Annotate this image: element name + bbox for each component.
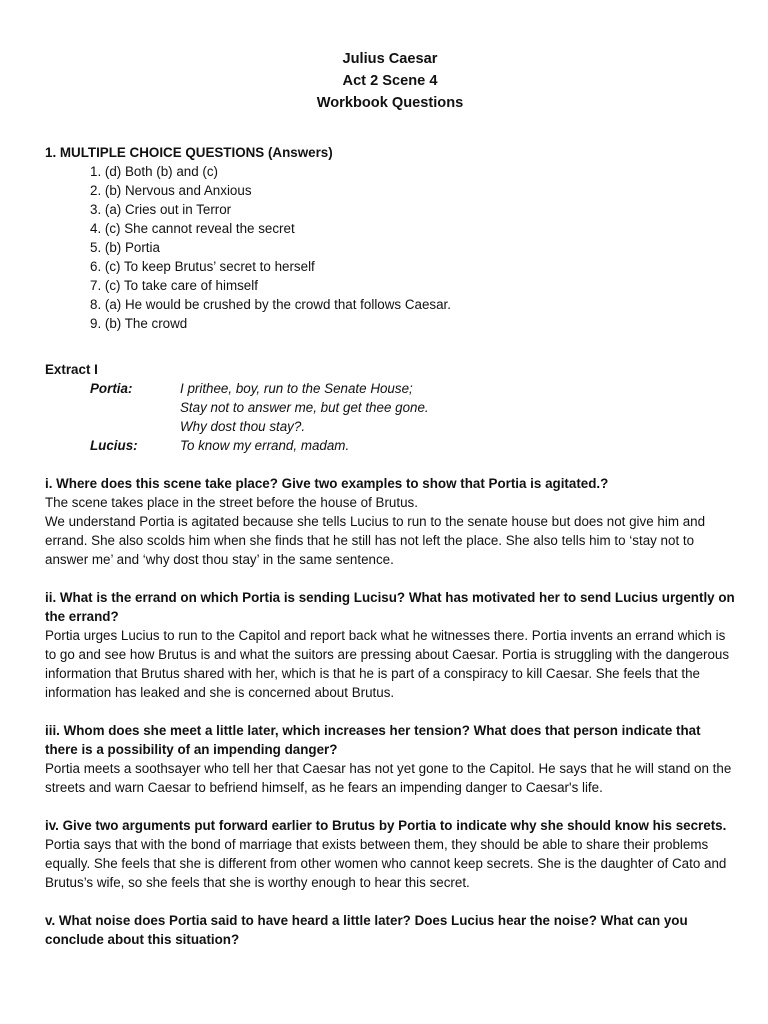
mcq-answer-list: [45, 162, 735, 333]
answer-paragraph: The scene takes place in the street before the house of Brutus.: [45, 495, 418, 510]
question-block: [45, 816, 735, 892]
title-line-3: Workbook Questions: [316, 95, 464, 111]
extract-line: [45, 436, 735, 455]
extract-text: Stay not to answer me, but get thee gone.: [180, 400, 429, 415]
extract-line: [45, 398, 735, 417]
extract-heading: Extract I: [45, 362, 98, 377]
title-line-2: Act 2 Scene 4: [342, 73, 438, 89]
mcq-answer: 5. (b) Portia: [90, 240, 160, 255]
mcq-answer: 8. (a) He would be crushed by the crowd that follows Caesar.: [90, 297, 451, 312]
mcq-answer: 3. (a) Cries out in Terror: [90, 202, 232, 217]
question-text: iv. Give two arguments put forward earlier to Brutus by Portia to indicate why she should know his secrets.: [45, 818, 727, 833]
speaker-name: Lucius:: [90, 438, 138, 453]
extract-line: [45, 379, 735, 398]
mcq-answer: 6. (c) To keep Brutus’ secret to herself: [90, 259, 315, 274]
question-block: [45, 474, 735, 569]
question-text: v. What noise does Portia said to have heard a little later? Does Lucius hear the noise? What can you conclude about this situation?: [45, 913, 688, 947]
speaker-name: [45, 398, 180, 417]
speaker-name: Portia:: [90, 381, 133, 396]
question-block: [45, 721, 735, 797]
mcq-answer: 2. (b) Nervous and Anxious: [90, 183, 252, 198]
mcq-answer: 7. (c) To take care of himself: [90, 278, 258, 293]
question-block: [45, 588, 735, 702]
question-text: i. Where does this scene take place? Give two examples to show that Portia is agitated.?: [45, 476, 609, 491]
document-page: [45, 48, 735, 949]
extract-line: [45, 417, 735, 436]
mcq-section: [45, 143, 735, 333]
extract-text: Why dost thou stay?.: [180, 419, 306, 434]
mcq-answer: 4. (c) She cannot reveal the secret: [90, 221, 295, 236]
answer-paragraph: Portia says that with the bond of marriage that exists between them, they should be able to share their problems equally. She feels that she is different from other women who cannot keep secrets. She is the daughter of Cato and Brutus’s wife, so she feels that she is worthy enough to hear this secret.: [45, 837, 727, 890]
answer-paragraph: Portia meets a soothsayer who tell her that Caesar has not yet gone to the Capitol. He says that he will stand on the streets and warn Caesar to befriend himself, as he fears an impending danger to Caesar's life.: [45, 761, 732, 795]
mcq-heading: 1. MULTIPLE CHOICE QUESTIONS (Answers): [45, 145, 333, 160]
mcq-answer: 9. (b) The crowd: [90, 316, 188, 331]
extract-text: To know my errand, madam.: [180, 438, 350, 453]
speaker-name: [45, 417, 180, 436]
document-title: [45, 48, 735, 114]
extract-text: I prithee, boy, run to the Senate House;: [180, 381, 413, 396]
question-text: iii. Whom does she meet a little later, which increases her tension? What does that person indicate that there is a possibility of an impending danger?: [45, 723, 701, 757]
question-block: [45, 911, 735, 949]
title-line-1: Julius Caesar: [342, 51, 438, 67]
extract-section: [45, 360, 735, 455]
answer-paragraph: We understand Portia is agitated because she tells Lucius to run to the senate house but does not give him and errand. She also scolds him when she finds that he still has not left the place. She also tells him to ‘stay not to answer me’ and ‘why dost thou stay’ in the same sentence.: [45, 514, 706, 567]
question-text: ii. What is the errand on which Portia is sending Lucisu? What has motivated her to send Lucius urgently on the errand?: [45, 590, 735, 624]
mcq-answer: 1. (d) Both (b) and (c): [90, 164, 219, 179]
answer-paragraph: Portia urges Lucius to run to the Capitol and report back what he witnesses there. Portia invents an errand which is to go and see how Brutus is and what the suitors are pressing about Caesar. Portia is struggling with the dangerous information that Brutus shared with her, which is that he is part of a conspiracy to kill Caesar. She feels that the information has leaked and she is concerned about Brutus.: [45, 628, 730, 700]
